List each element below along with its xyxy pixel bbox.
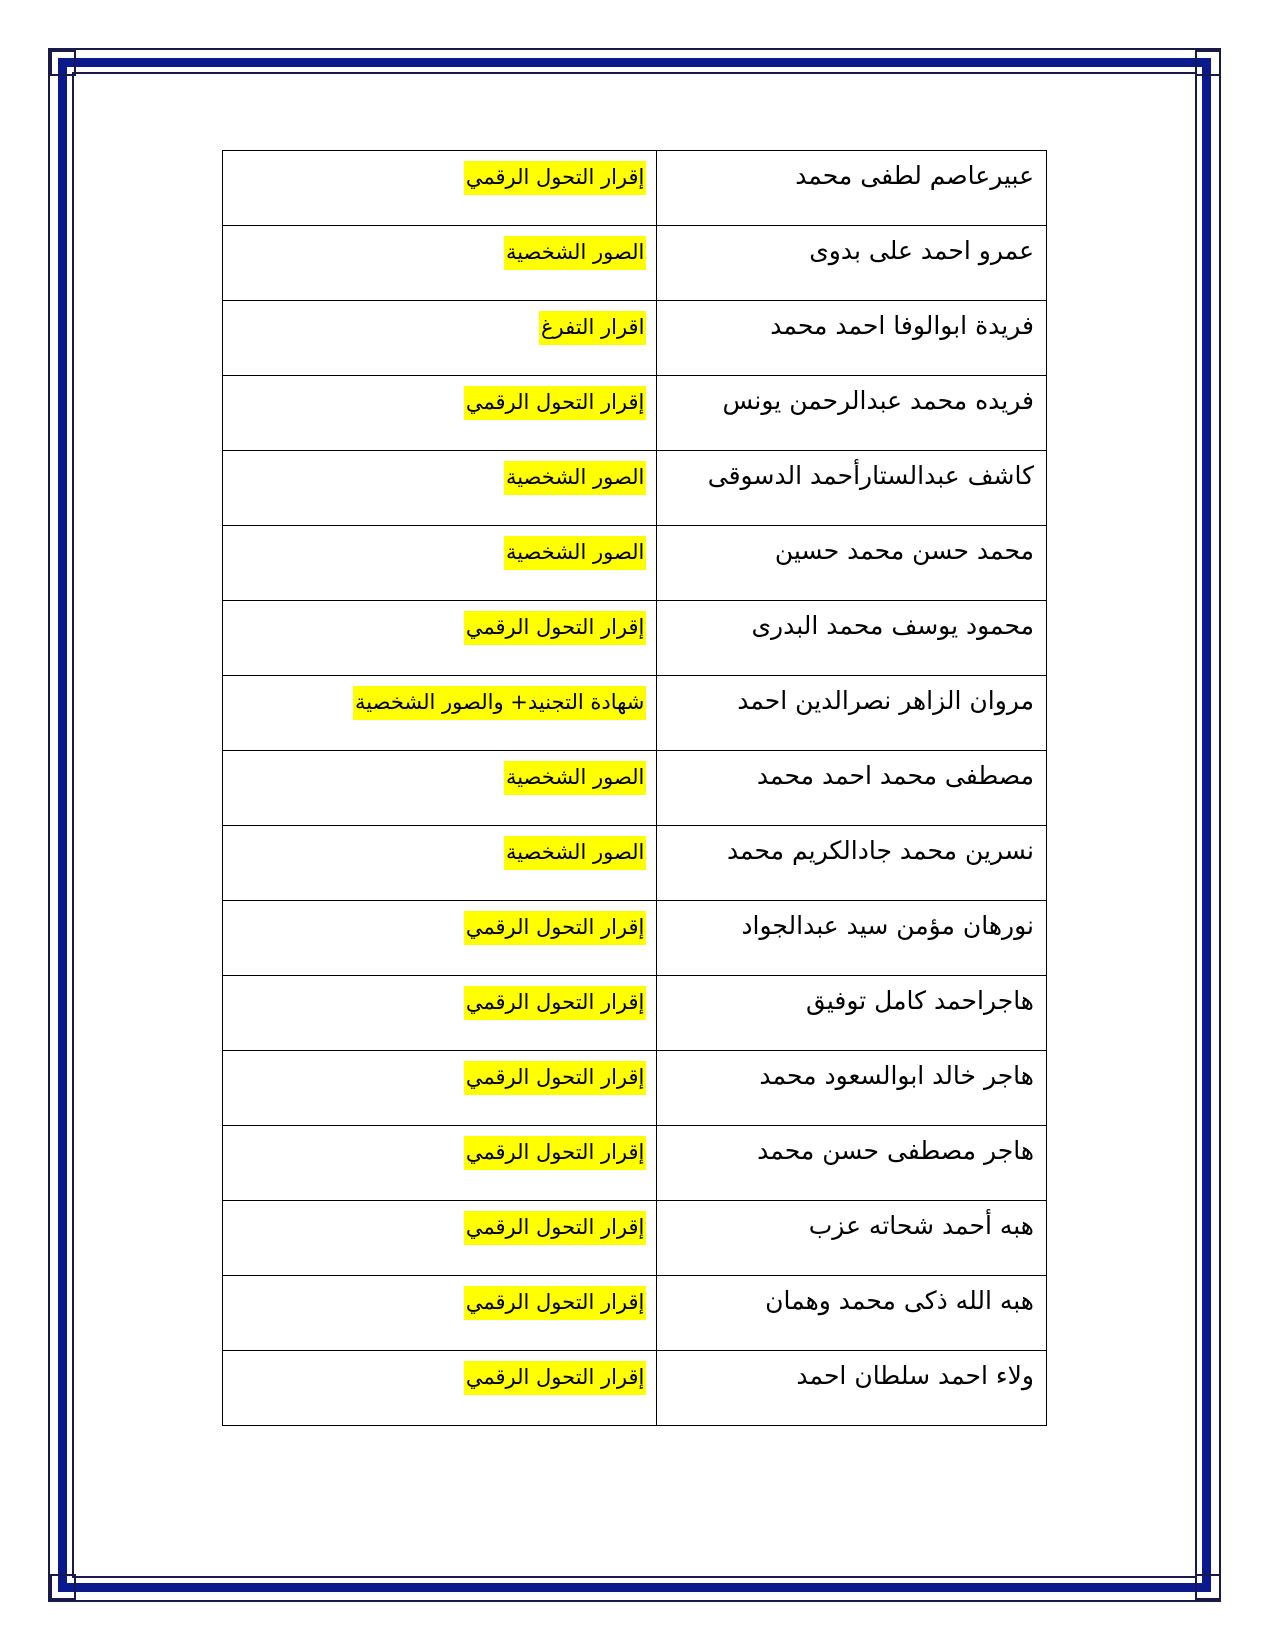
document-label: إقرار التحول الرقمي [464,386,647,420]
table-row [223,826,1047,901]
document-label: الصور الشخصية [504,236,646,270]
document-cell [223,751,657,826]
document-cell [223,151,657,226]
name-cell: هبه الله ذكى محمد وهمان [657,1276,1047,1351]
document-cell [223,901,657,976]
document-label: إقرار التحول الرقمي [464,1136,647,1170]
border-corner-bottom-right [1195,1574,1221,1600]
document-label: إقرار التحول الرقمي [464,1061,647,1095]
name-cell: نورهان مؤمن سيد عبدالجواد [657,901,1047,976]
document-cell [223,301,657,376]
table-row [223,226,1047,301]
table-row [223,1201,1047,1276]
document-label: إقرار التحول الرقمي [464,911,647,945]
name-cell: فريده محمد عبدالرحمن يونس [657,376,1047,451]
document-cell [223,1201,657,1276]
name-cell: محمود يوسف محمد البدرى [657,601,1047,676]
document-label: اقرار التفرغ [539,311,646,345]
name-cell: فريدة ابوالوفا احمد محمد [657,301,1047,376]
name-cell: هاجراحمد كامل توفيق [657,976,1047,1051]
document-label: الصور الشخصية [504,836,646,870]
document-cell [223,1051,657,1126]
name-cell: هبه أحمد شحاته عزب [657,1201,1047,1276]
table-row [223,676,1047,751]
document-cell [223,1126,657,1201]
document-cell [223,451,657,526]
name-cell: ولاء احمد سلطان احمد [657,1351,1047,1426]
table-row [223,901,1047,976]
table-row [223,301,1047,376]
document-label: إقرار التحول الرقمي [464,1361,647,1395]
document-label: الصور الشخصية [504,461,646,495]
table-row [223,976,1047,1051]
table-row [223,1051,1047,1126]
document-label: إقرار التحول الرقمي [464,611,647,645]
document-label: إقرار التحول الرقمي [464,1211,647,1245]
name-cell: محمد حسن محمد حسين [657,526,1047,601]
table-row [223,376,1047,451]
document-cell [223,526,657,601]
name-cell: هاجر خالد ابوالسعود محمد [657,1051,1047,1126]
document-label: إقرار التحول الرقمي [464,161,647,195]
table-row [223,1351,1047,1426]
table-row [223,1126,1047,1201]
document-label: إقرار التحول الرقمي [464,1286,647,1320]
document-label: شهادة التجنيد+ والصور الشخصية [353,686,646,720]
names-table [222,150,1047,1426]
document-cell [223,1351,657,1426]
table-row [223,751,1047,826]
border-corner-top-right [1195,50,1221,76]
name-cell: مروان الزاهر نصرالدين احمد [657,676,1047,751]
border-corner-bottom-left [50,1574,76,1600]
table-row [223,1276,1047,1351]
table-row [223,451,1047,526]
document-cell [223,601,657,676]
document-cell [223,1276,657,1351]
name-cell: كاشف عبدالستارأحمد الدسوقى [657,451,1047,526]
border-corner-top-left [50,50,76,76]
document-label: الصور الشخصية [504,761,646,795]
name-cell: هاجر مصطفى حسن محمد [657,1126,1047,1201]
document-cell [223,826,657,901]
document-cell [223,676,657,751]
table-row [223,601,1047,676]
document-cell [223,976,657,1051]
name-cell: مصطفى محمد احمد محمد [657,751,1047,826]
document-cell [223,226,657,301]
table-row [223,526,1047,601]
table-row [223,151,1047,226]
name-cell: نسرين محمد جادالكريم محمد [657,826,1047,901]
document-label: إقرار التحول الرقمي [464,986,647,1020]
name-cell: عمرو احمد على بدوى [657,226,1047,301]
document-label: الصور الشخصية [504,536,646,570]
document-cell [223,376,657,451]
name-cell: عبيرعاصم لطفى محمد [657,151,1047,226]
